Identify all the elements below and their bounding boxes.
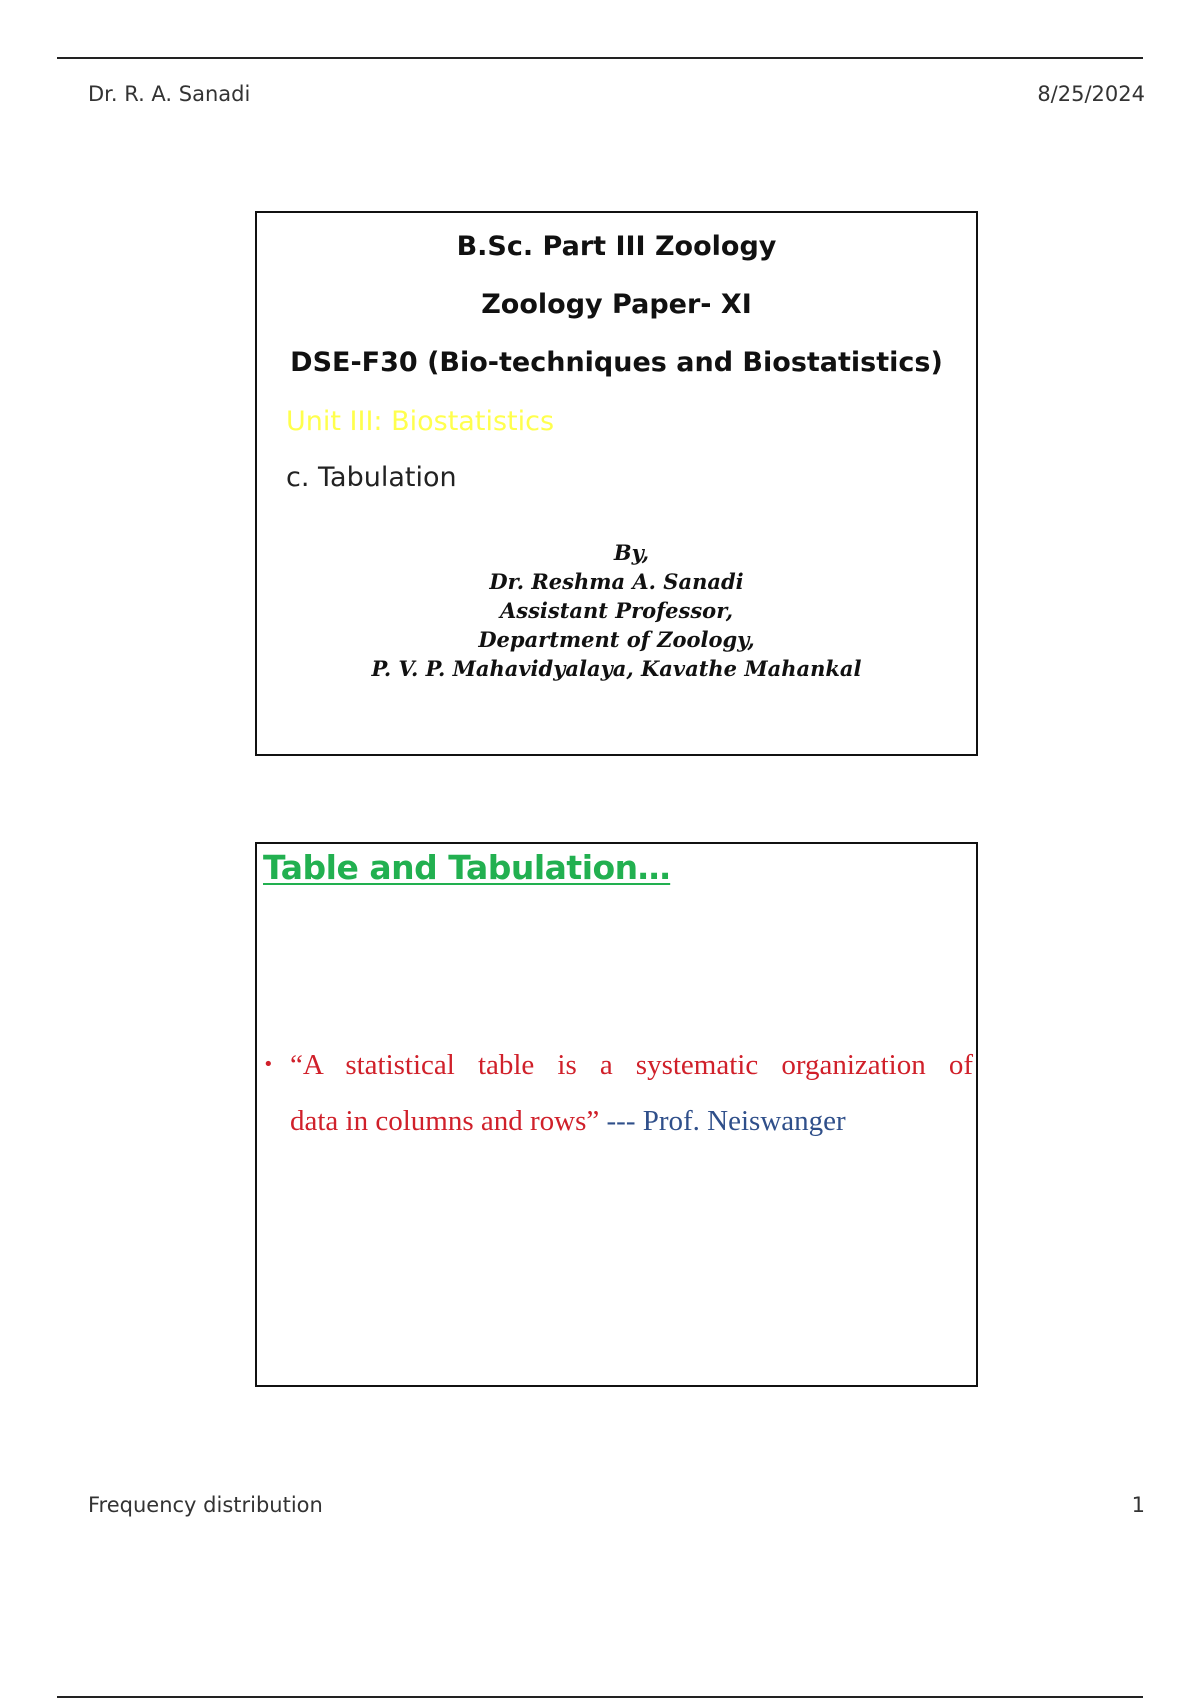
page-number: 1 [1131, 1493, 1145, 1517]
footer-topic: Frequency distribution [88, 1493, 323, 1517]
quote-attribution: --- Prof. Neiswanger [599, 1105, 846, 1137]
dse-title: DSE-F30 (Bio-techniques and Biostatistics) [290, 347, 943, 378]
author-department: Department of Zoology, [478, 627, 755, 652]
quote-line-1: “A statistical table is a systematic organization of [290, 1049, 973, 1081]
title-slide [255, 211, 978, 756]
top-rule [57, 57, 1143, 59]
bullet-dot: • [263, 1054, 274, 1075]
quote-line-2: data in columns and rows” [290, 1105, 600, 1137]
author-by: By, [613, 540, 650, 565]
header-author: Dr. R. A. Sanadi [88, 82, 251, 106]
paper-title: Zoology Paper- XI [481, 289, 752, 320]
author-college: P. V. P. Mahavidyalaya, Kavathe Mahankal [371, 656, 862, 681]
quote-bullet [261, 1037, 973, 1149]
content-slide [255, 842, 978, 1387]
bottom-rule [57, 1696, 1143, 1698]
author-name: Dr. Reshma A. Sanadi [489, 569, 744, 594]
topic-label: c. Tabulation [286, 462, 457, 493]
course-title: B.Sc. Part III Zoology [456, 231, 777, 262]
author-designation: Assistant Professor, [499, 598, 734, 623]
header-date: 8/25/2024 [1037, 82, 1145, 106]
unit-label: Unit III: Biostatistics [286, 406, 555, 437]
author-block [257, 538, 976, 683]
slide-title: Table and Tabulation… [263, 848, 671, 887]
